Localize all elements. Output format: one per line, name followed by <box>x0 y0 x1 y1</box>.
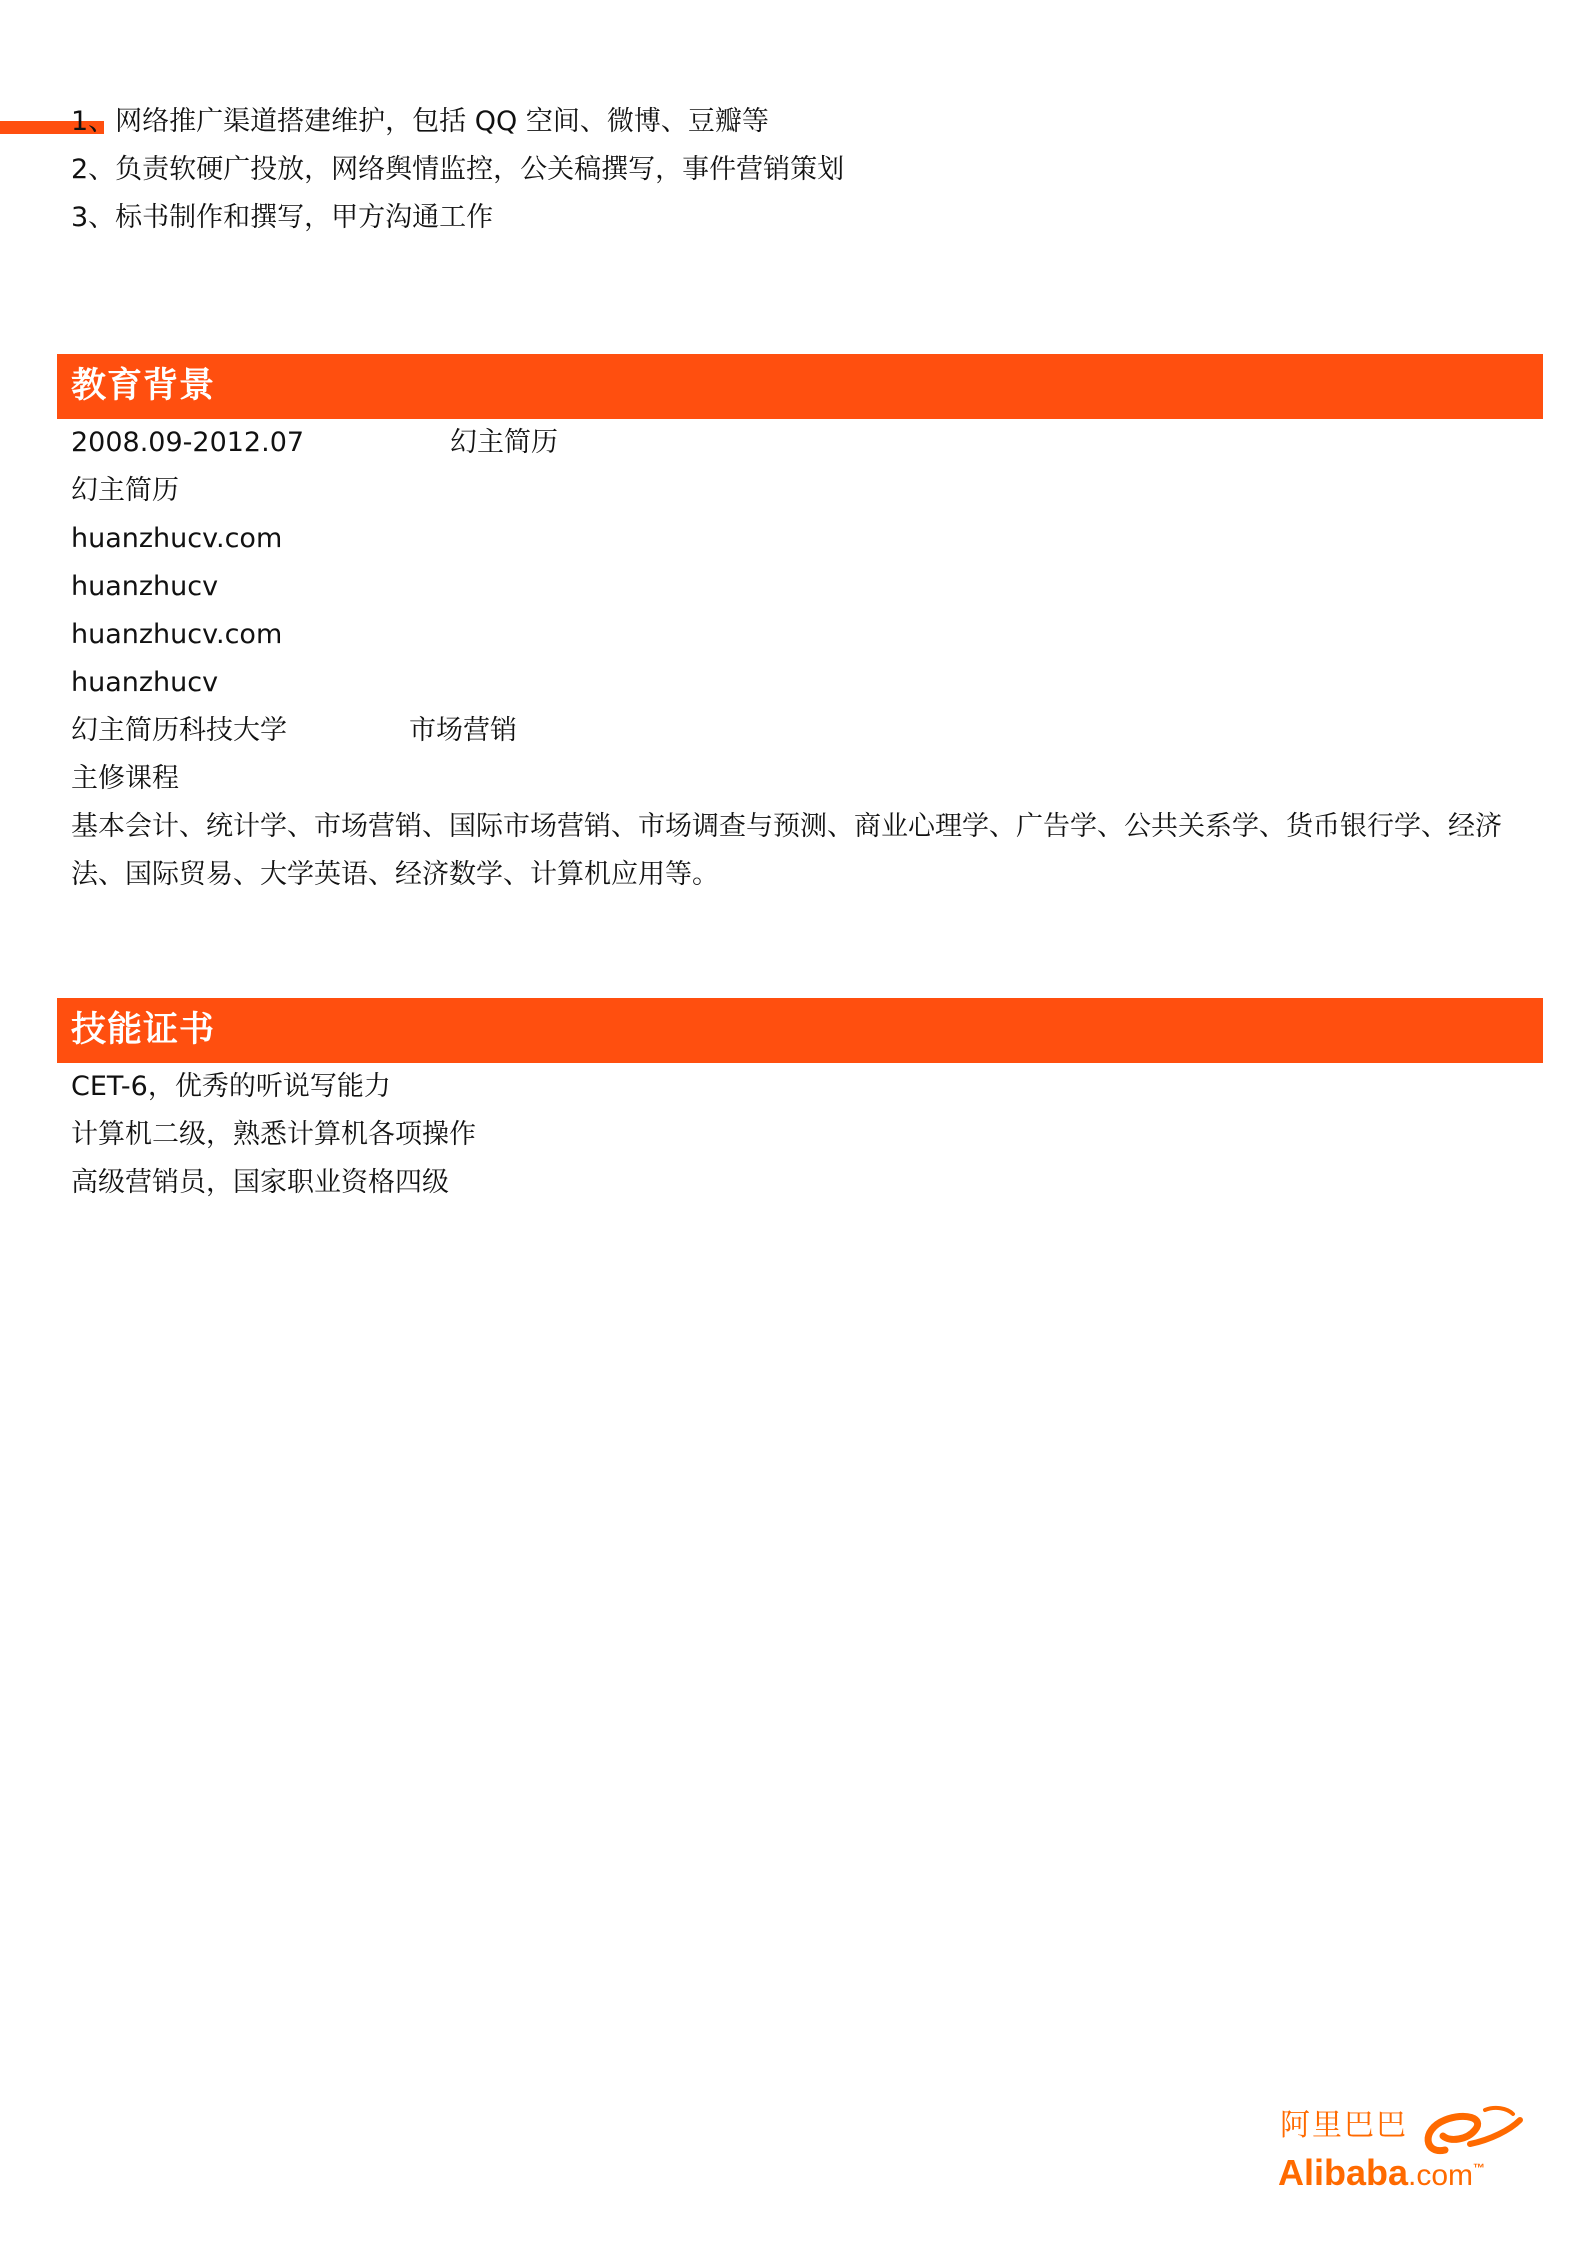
education-line-3: huanzhucv <box>71 571 219 602</box>
courses-text: 基本会计、统计学、市场营销、国际市场营销、市场调查与预测、商业心理学、广告学、公共关系学、货币银行学、经济法、国际贸易、大学英语、经济数学、计算机应用等。 <box>71 811 1502 890</box>
education-period: 2008.09-2012.07 <box>71 427 305 458</box>
education-line-4: huanzhucv.com <box>71 619 283 650</box>
courses-label: 主修课程 <box>71 763 179 794</box>
skill-item-1: CET-6，优秀的听说写能力 <box>71 1071 391 1102</box>
education-university: 幻主简历科技大学 <box>71 715 287 746</box>
skills-title: 技能证书 <box>71 1010 216 1050</box>
alibaba-logo <box>1275 2100 1525 2200</box>
education-title: 教育背景 <box>71 366 216 406</box>
skill-item-2: 计算机二级，熟悉计算机各项操作 <box>71 1119 476 1150</box>
duty-line-2: 2、负责软硬广投放，网络舆情监控，公关稿撰写，事件营销策划 <box>71 154 845 185</box>
logo-trademark: ™ <box>1473 2161 1486 2175</box>
education-line-2: huanzhucv.com <box>71 523 283 554</box>
alibaba-smile-icon <box>1415 2100 1525 2160</box>
logo-chinese-text: 阿里巴巴 <box>1280 2108 1408 2143</box>
logo-english-main: Alibaba <box>1278 2152 1409 2193</box>
education-line-5: huanzhucv <box>71 667 219 698</box>
skills-header <box>57 998 1543 1063</box>
education-major: 市场营销 <box>409 715 517 746</box>
education-header <box>57 354 1543 419</box>
duty-line-3: 3、标书制作和撰写，甲方沟通工作 <box>71 202 494 233</box>
duty-line-1: 1、网络推广渠道搭建维护，包括 QQ 空间、微博、豆瓣等 <box>71 106 769 137</box>
logo-english-suffix: .com <box>1408 2159 1474 2192</box>
skill-item-3: 高级营销员，国家职业资格四级 <box>71 1167 449 1198</box>
education-school-right: 幻主简历 <box>450 427 558 458</box>
logo-english-text <box>1278 2152 1485 2194</box>
education-line-1: 幻主简历 <box>71 475 179 506</box>
